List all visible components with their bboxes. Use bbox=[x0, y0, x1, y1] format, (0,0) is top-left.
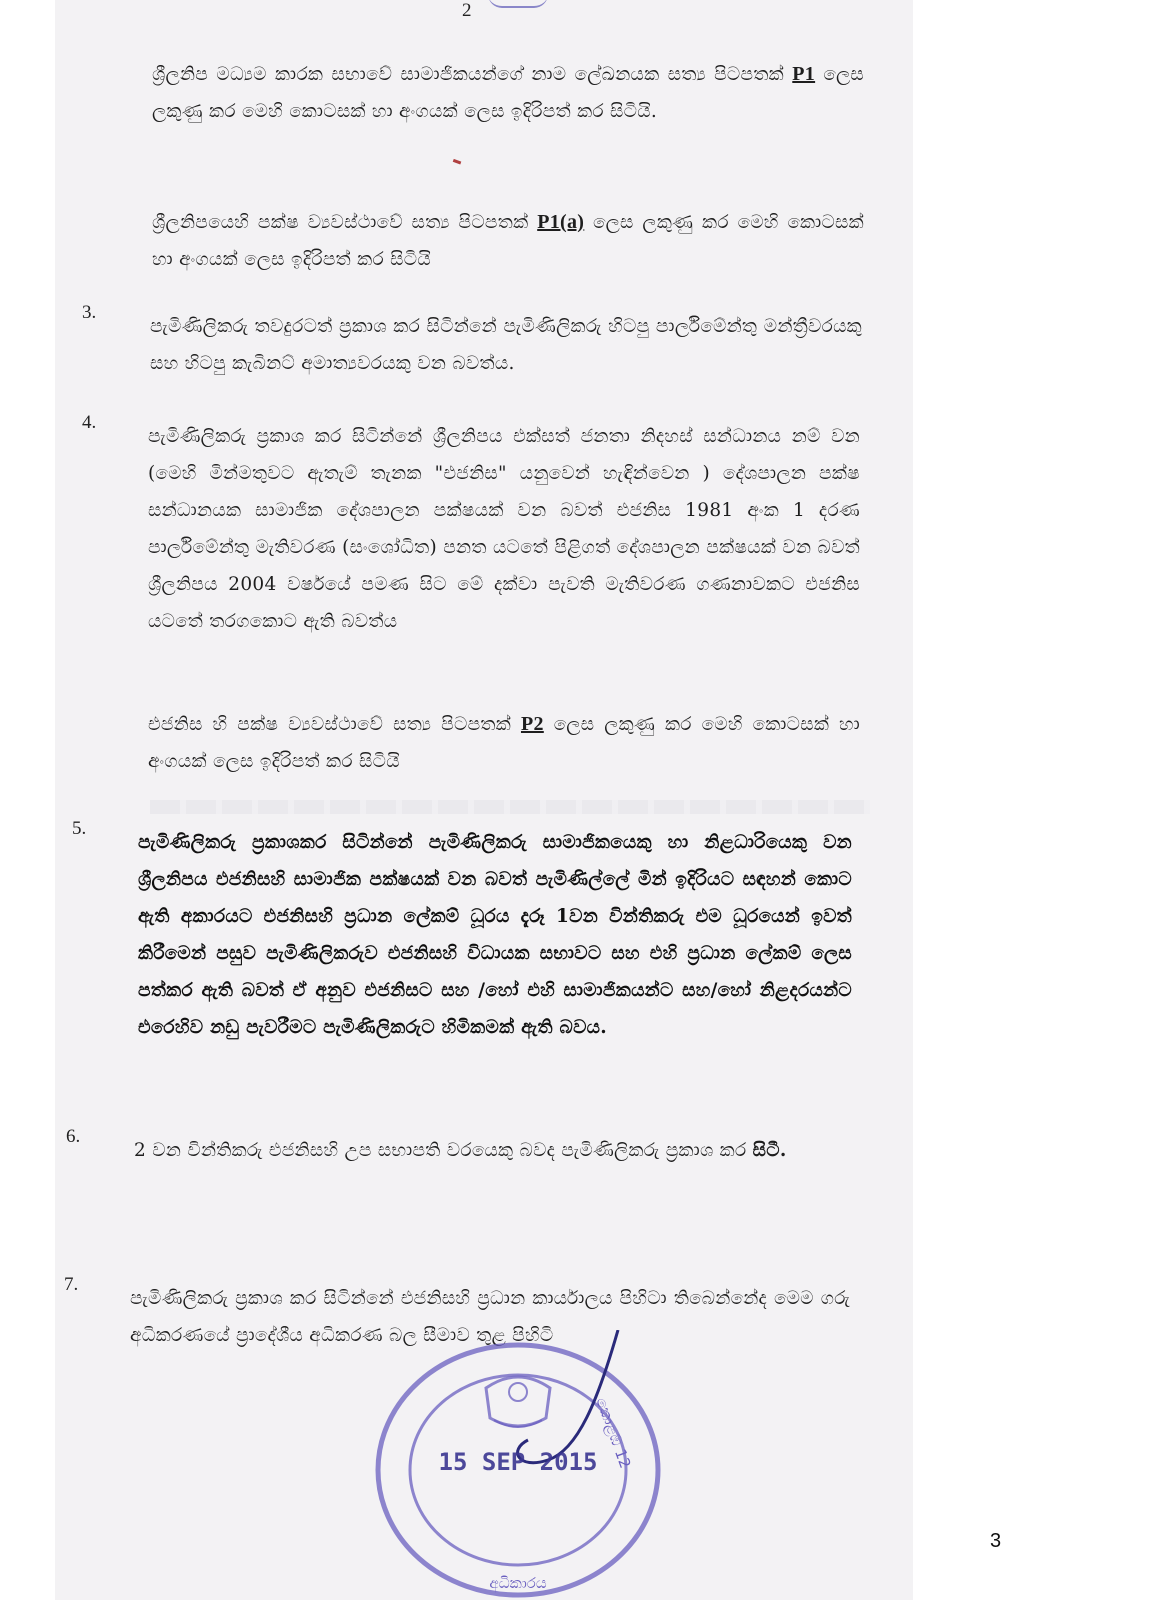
top-ink-mark bbox=[488, 0, 548, 8]
stamp-ring-text-bottom: අධිකාරය bbox=[489, 1574, 547, 1592]
exhibit-ref-p1a: P1(a) bbox=[537, 211, 585, 233]
paragraph-item-5: පැමිණිලිකරු ප්‍රකාශකර සිටින්නේ පැමිණිලිකරු සාමාජිකයෙකු හා නිළධාරියෙකු වන ශ්‍රීලනිපය එජනිසහි සාමාජික පක්ෂයක් වන බවත් පැමිණිල්ලේ මින් ඉදිරියට සඳහන් කොට ඇති අකාරයට එජනිසහි ප්‍රධාන ලේකම් ධූරය දැරූ 1වන වින්තිකරු එම ධූරයෙන් ඉවත් කිරීමෙන් පසුව පැමිණිලිකරුව එජනිසහි විධායක සභාවට සහ එහි ප්‍රධාන ලේකම් ලෙස පත්කර ඇති බවත් ඒ අනුව එජනිසට සහ /හෝ එහි සාමාජිකයන්ට සහ/හෝ නිළදරයන්ට එරෙහිව නඩු පැවරීමට පැමිණිලිකරුට හිමිකමක් ඇති බවය. bbox=[138, 832, 852, 1038]
stamp-ring-text-right: කොළඹ 12 bbox=[592, 1395, 635, 1471]
exhibit-ref-p1: P1 bbox=[792, 63, 816, 85]
item-number-4: 4. bbox=[82, 412, 97, 433]
court-stamp bbox=[368, 1330, 668, 1600]
paragraph-item-6: 2 වන වින්තිකරු එජනිසහි උප සභාපති වරයෙකු බවද පැමිණිලිකරු ප්‍රකාශ කර සිටී. bbox=[134, 1140, 787, 1161]
paragraph-p1a: ශ්‍රීලනිපයෙහි පක්ෂ ව්‍යවස්ථාවේ සත්‍ය පිටපතක් P1(a) ලෙස ලකුණු කර මෙහි කොටසක් හා අංගයක් ලෙස ඉදිරිපත් කර සිටියි bbox=[152, 211, 864, 270]
stamp-date: 15 SEP 2015 bbox=[438, 1448, 598, 1476]
page-number-corner: 3 bbox=[990, 1530, 1002, 1552]
page-number-top: 2 bbox=[462, 0, 472, 21]
paragraph-item-4: පැමිණිලිකරු ප්‍රකාශ කර සිටින්නේ ශ්‍රීලනිපය එක්සත් ජනතා නිදහස් සන්ධානය නම් වන (මෙහි මින්මතුවට ඇතැම් තැනක "එජනිස" යනුවෙන් හැඳින්වෙන ) දේශපාලන පක්ෂ සන්ධානයක සාමාජික දේශපාලන පක්ෂයක් වන බවත් එජනිස 1981 අංක 1 දරණ පාර්ලිමේන්තු මැතිවරණ (සංශෝධිත) පනත යටතේ පිළිගත් දේශපාලන පක්ෂයක් වන බවත් ශ්‍රීලනිපය 2004 වර්ෂයේ පමණ සිට මේ දක්වා පැවති මැතිවරණ ගණනාවකට එජනිස යටතේ තරගකොට ඇති බවත්ය bbox=[148, 426, 860, 632]
item-number-3: 3. bbox=[82, 302, 97, 323]
item-number-5: 5. bbox=[72, 818, 87, 839]
paragraph-p1: ශ්‍රීලනිප මධ්‍යම කාරක සභාවේ සාමාජිකයන්ගේ නාම ලේඛනයක සත්‍ය පිටපතක් P1 ලෙස ලකුණු කර මෙහි කොටසක් හා අංගයක් ලෙස ඉදිරිපත් කර සිටියි. bbox=[152, 63, 864, 122]
item-number-7: 7. bbox=[64, 1274, 79, 1295]
faint-bleed-through bbox=[150, 800, 870, 814]
paragraph-item-7: පැමිණිලිකරු ප්‍රකාශ කර සිටින්නේ එජනිසහි ප්‍රධාන කාර්යාලය පිහිටා තිබෙන්නේද මෙම ගරු අධිකරණයේ ප්‍රාදේශීය අධිකරණ බල සීමාව තුළ පිහිටි bbox=[130, 1288, 850, 1346]
item-number-6: 6. bbox=[66, 1126, 81, 1147]
paragraph-p2: එජනිස හි පක්ෂ ව්‍යවස්ථාවේ සත්‍ය පිටපතක් P2 ලෙස ලකුණු කර මෙහි කොටසක් හා අංගයක් ලෙස ඉදිරිපත් කර සිටියි bbox=[148, 713, 860, 772]
paragraph-item-3: පැමිණිලිකරු තවදුරටත් ප්‍රකාශ කර සිටින්නේ පැමිණිලිකරු හිටපු පාර්ලිමේන්තු මන්ත්‍රීවරයකු සහ හිටපු කැබිනට් අමාත්‍යවරයකු වන බවත්ය. bbox=[150, 316, 862, 374]
exhibit-ref-p2: P2 bbox=[520, 713, 544, 735]
